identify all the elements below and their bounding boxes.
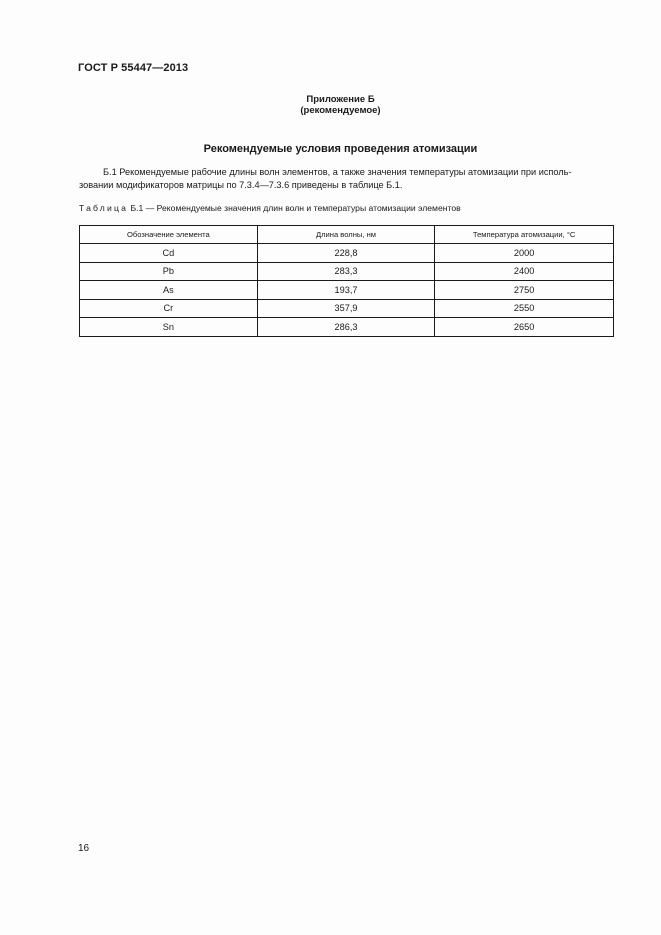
table-row [80,281,614,300]
cell-temperature: 2000 [435,244,614,263]
cell-wavelength: 228,8 [257,244,435,263]
table-caption [79,203,461,213]
table-row [80,244,614,263]
cell-element: Cd [80,244,258,263]
cell-temperature: 2550 [435,299,614,318]
cell-element: Cr [80,299,258,318]
cell-wavelength: 357,9 [257,299,435,318]
column-header-wavelength: Длина волны, нм [257,226,435,244]
cell-wavelength: 283,3 [257,262,435,281]
table-row [80,262,614,281]
table-row [80,318,614,337]
appendix-title: Приложение Б [306,94,375,105]
paragraph-line-1: Б.1 Рекомендуемые рабочие длины волн элементов, а также значения температуры атомизации при исполь- [103,167,572,177]
cell-element: Pb [80,262,258,281]
data-table [79,225,614,337]
table-caption-text: Б.1 — Рекомендуемые значения длин волн и температуры атомизации элементов [130,203,461,213]
cell-wavelength: 286,3 [257,318,435,337]
column-header-element: Обозначение элемента [80,226,258,244]
appendix-status: (рекомендуемое) [300,105,381,116]
table-row [80,299,614,318]
cell-element: As [80,281,258,300]
table-caption-prefix: Таблица [79,203,129,213]
table-header-row [80,226,614,244]
cell-temperature: 2650 [435,318,614,337]
column-header-temperature: Температура атомизации, °С [435,226,614,244]
cell-element: Sn [80,318,258,337]
standard-code: ГОСТ Р 55447—2013 [78,62,189,74]
cell-wavelength: 193,7 [257,281,435,300]
section-title: Рекомендуемые условия проведения атомизации [203,143,478,155]
page-number: 16 [78,843,90,854]
cell-temperature: 2400 [435,262,614,281]
cell-temperature: 2750 [435,281,614,300]
paragraph-line-2: зовании модификаторов матрицы по 7.3.4—7.3.6 приведены в таблице Б.1. [79,180,403,190]
